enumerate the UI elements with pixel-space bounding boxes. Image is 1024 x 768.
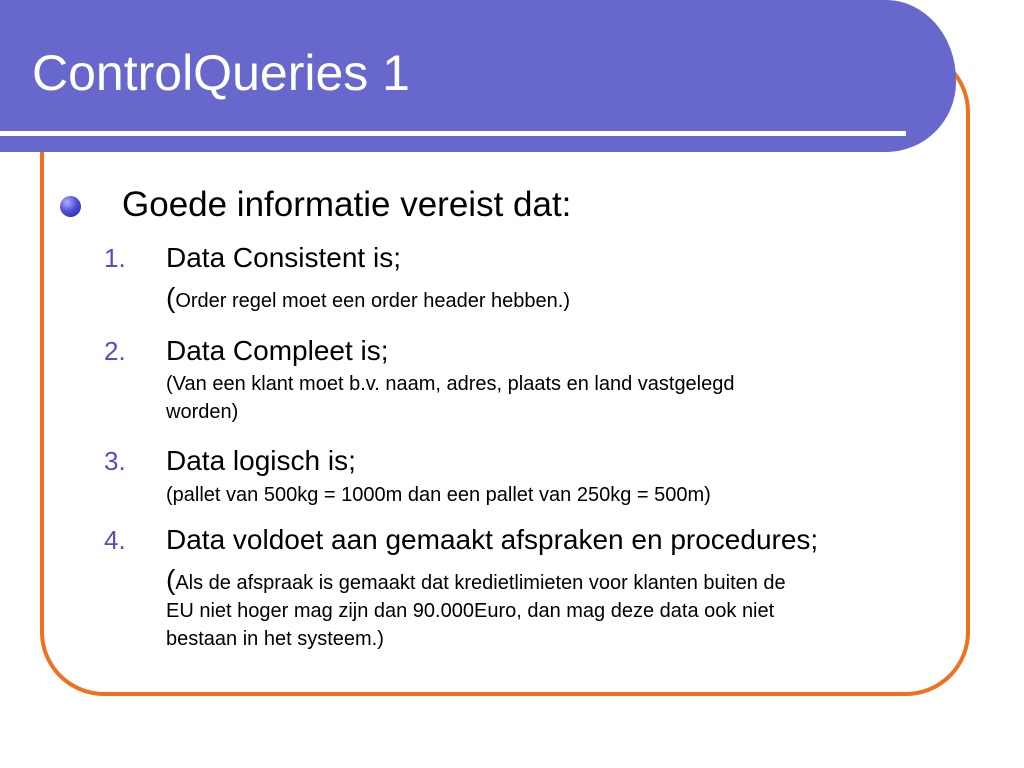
item-number-4: 4.	[104, 525, 126, 555]
item-text-1: Data Consistent is;	[166, 242, 401, 273]
note-line: (pallet van 500kg = 1000m dan een pallet van 250kg = 500m)	[166, 484, 711, 506]
item-note-4	[166, 566, 966, 653]
note-line: EU niet hoger mag zijn dan 90.000Euro, dan mag deze data ook niet	[166, 600, 775, 622]
note-line: bestaan in het systeem.)	[166, 628, 384, 650]
main-point: Goede informatie vereist dat:	[122, 185, 572, 224]
note-line: worden)	[166, 401, 239, 423]
item-text-2: Data Compleet is;	[166, 335, 389, 366]
note-line: Als de afspraak is gemaakt dat kredietlimieten voor klanten buiten de	[175, 572, 786, 594]
item-note-3	[166, 481, 966, 509]
item-number-2: 2.	[104, 336, 126, 366]
item-number-1: 1.	[104, 243, 126, 273]
note-open-paren: (	[166, 282, 176, 313]
item-number-3: 3.	[104, 446, 126, 476]
note-line: Order regel moet een order header hebben.)	[175, 290, 571, 312]
item-text-4: Data voldoet aan gemaakt afspraken en procedures;	[166, 524, 819, 555]
item-note-1	[166, 284, 966, 315]
slide-title: ControlQueries 1	[32, 45, 410, 101]
item-text-3: Data logisch is;	[166, 445, 356, 476]
bullet-icon	[60, 196, 81, 217]
note-line: (Van een klant moet b.v. naam, adres, plaats en land vastgelegd	[166, 373, 735, 395]
item-note-2	[166, 370, 966, 426]
note-open-paren: (	[166, 564, 176, 595]
